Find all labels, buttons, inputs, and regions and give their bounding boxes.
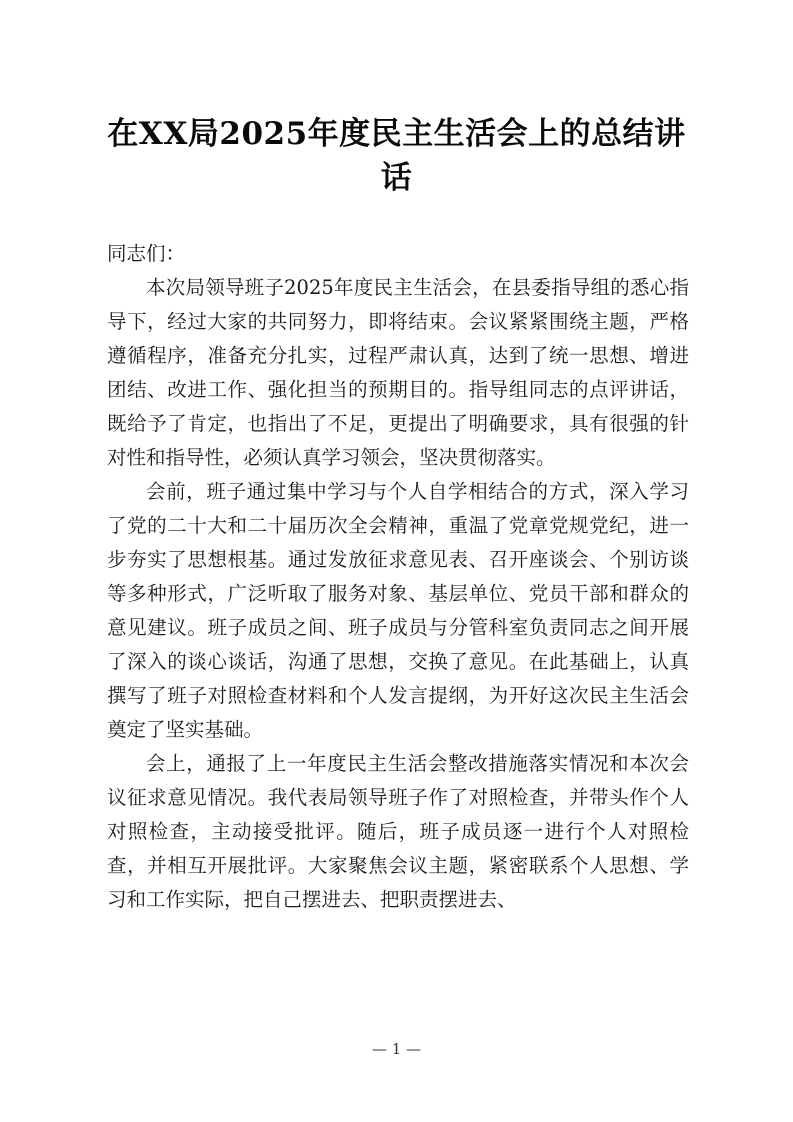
paragraph-2: 会前，班子通过集中学习与个人自学相结合的方式，深入学习了党的二十大和二十届历次全会精神，重温了党章党规党纪，进一步夯实了思想根基。通过发放征求意见表、召开座谈会、个别访谈等多种形式，广泛听取了服务对象、基层单位、党员干部和群众的意见建议。班子成员之间、班子成员与分管科室负责同志之间开展了深入的谈心谈话，沟通了思想，交换了意见。在此基础上，认真撰写了班子对照检查材料和个人发言提纲，为开好这次民主生活会奠定了坚实基础。 [107,480,689,741]
page-number: — 1 — [371,1040,422,1058]
salutation: 同志们： [107,242,186,265]
paragraph-3: 会上，通报了上一年度民主生活会整改措施落实情况和本次会议征求意见情况。我代表局领导班子作了对照检查，并带头作个人对照检查，主动接受批评。随后，班子成员逐一进行个人对照检查，并相互开展批评。大家聚焦会议主题，紧密联系个人思想、学习和工作实际，把自己摆进去、把职责摆进去、 [107,752,689,911]
document-title: 在XX局2025年度民主生活会上的总结讲话 [107,116,686,196]
paragraph-1: 本次局领导班子2025年度民主生活会，在县委指导组的悉心指导下，经过大家的共同努力，即将结束。会议紧紧围绕主题，严格遵循程序，准备充分扎实，过程严肃认真，达到了统一思想、增进团结、改进工作、强化担当的预期目的。指导组同志的点评讲话，既给予了肯定，也指出了不足，更提出了明确要求，具有很强的针对性和指导性，必须认真学习领会，坚决贯彻落实。 [107,276,689,469]
document-body [107,237,689,917]
